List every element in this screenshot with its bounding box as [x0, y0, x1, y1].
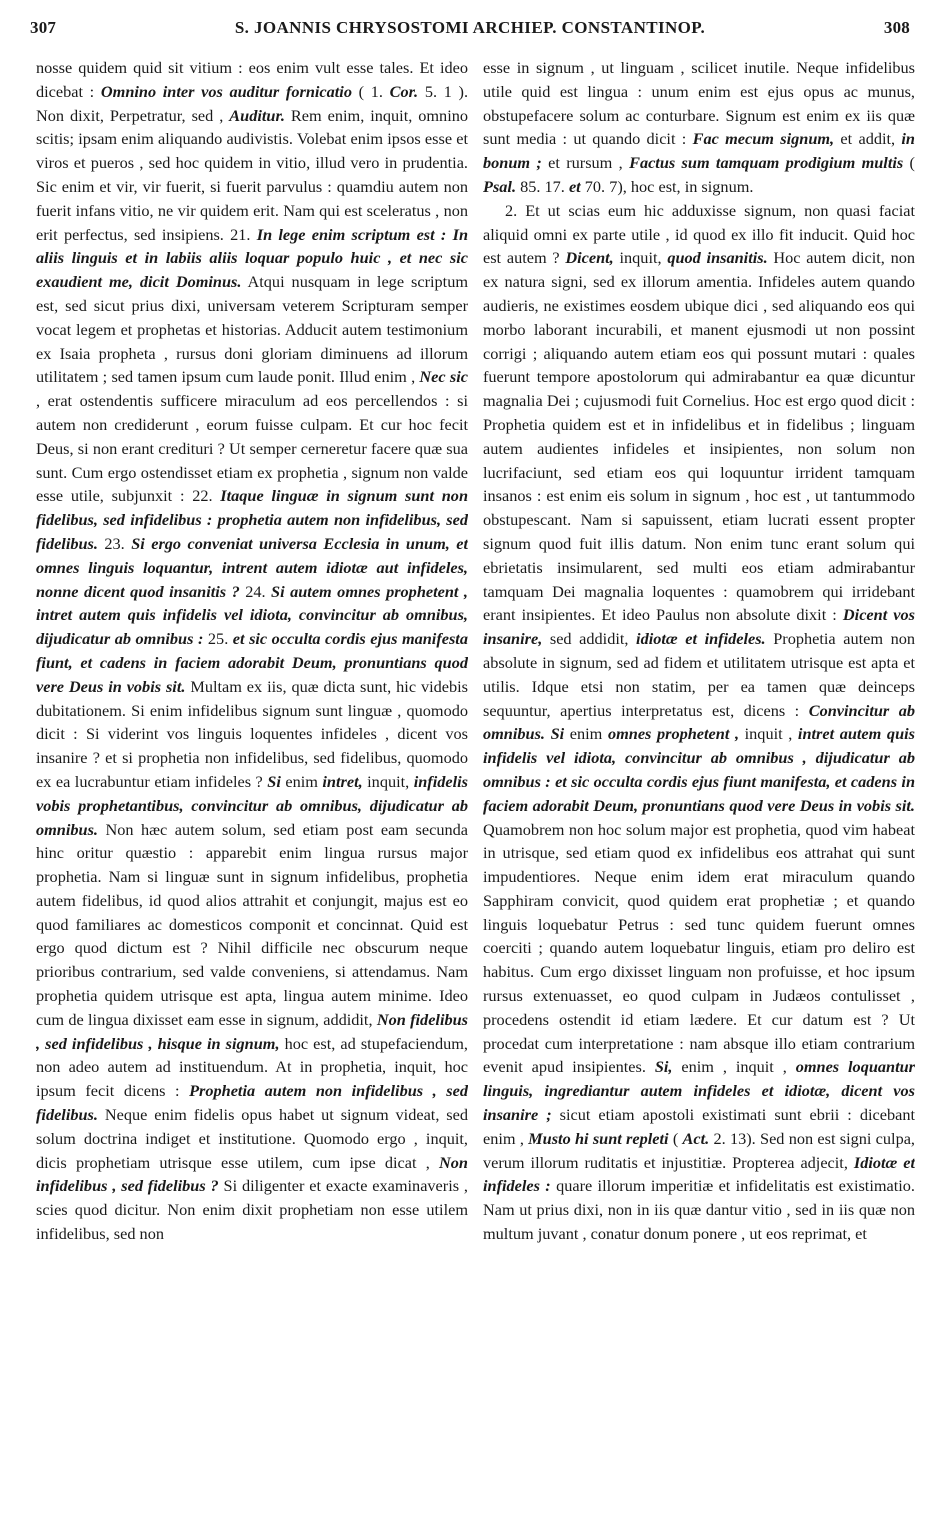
- right-paragraph-2: [483, 199, 915, 1246]
- italic-run: Non infidelibus , sed fidelibus ?: [36, 1152, 468, 1196]
- italic-run: Dicent,: [565, 248, 614, 268]
- italic-run: in bonum ;: [483, 129, 915, 173]
- italic-run: Factus sum tamquam prodigium multis: [629, 153, 904, 173]
- italic-run: intret autem quis infidelis vel idiota, convincitur ab omnibus , dijudicatur ab omnibus : et sic occulta cordis ejus fiunt manifesta, et cadens in faciem adorabit Deum, pronuntians quod vere Deus in vobis sit.: [483, 724, 915, 815]
- text-run: 23.: [97, 533, 132, 553]
- italic-run: infidelis vobis prophetantibus, convincitur ab omnibus, dijudicatur ab omnibus.: [36, 771, 468, 839]
- italic-run: et sic occulta cordis ejus manifesta fiunt, et cadens in faciem adorabit Deum, pronuntians quod vere Deus in vobis sit.: [36, 629, 468, 696]
- italic-run: Si: [267, 771, 281, 791]
- page-number-left: 307: [30, 18, 57, 37]
- text-run: Multam ex iis, quæ dicta sunt, hic videbis dubitationem. Si enim infidelibus signum sunt linguæ , quomodo dicit : Si viderint vos linguis loquentes infideles , dicent vos insanire ? et si prophetia non infidelibus, sed fidelibus, quomodo ex ea lucrabuntur etiam infideles ?: [36, 676, 468, 791]
- text-run: enim: [280, 771, 323, 791]
- text-run: Prophetia autem non absolute in signum, sed ad fidem et utilitatem utrisque est apta et utilis. Idque etsi non statim, per ea tamen quæ deinceps sequuntur, apertius interpretatus est, dicens :: [483, 629, 915, 720]
- text-run: 85. 17.: [516, 176, 569, 196]
- text-run: 5. 1 ). Non dixit, Perpetratur, sed ,: [36, 81, 468, 125]
- italic-run: Act.: [682, 1128, 710, 1148]
- text-run: (: [903, 153, 915, 173]
- text-run: esse in signum , ut linguam , scilicet inutile. Neque infidelibus utile quid est lingua : unum enim est ejus opus ac munus, obstupefacere solum ac conturbare. Signum est enim ex iis quæ sunt media : ut quando dicit :: [483, 58, 915, 149]
- italic-run: Musto hi sunt repleti: [528, 1128, 669, 1148]
- running-header: [30, 10, 910, 46]
- text-run: Quamobrem non hoc solum major est prophetia, quod vim habeat in utrisque, sed etiam quod ex infidelibus eos attrahat qui sunt impudentiores. Neque enim idem erat miraculum quando Sapphiram convicit, quod quidem erat prophetiæ ; et quando linguis loquebatur Petrus : sed tunc quidem fuerunt omnes coerciti ; quando autem loquebatur linguis, etiam pro deliro est habitus. Cum ergo dixisset linguam non profuisse, et hoc ipsum rursus extenuasset, eo quod culpam in Judæos contulisset , procedens ostendit id etiam lædere. Et cur datum est ? Ut procedat cum interpretatione : nam absque illo etiam contrarium evenit apud insipientes.: [483, 819, 915, 1077]
- text-run: Si diligenter et exacte examinaveris , scies quod dicitur. Non enim dixit prophetiam non esse utilem infidelibus, sed non: [36, 1176, 468, 1244]
- text-run: , erat ostendentis sufficere miraculum ad eos percellendos : si autem non crediderunt , eorum fuisse culpam. Et cur hoc fecit Deus, si non erant credituri ? Ut semper cerneretur facere quæ sua sunt. Cum ergo ostendisset etiam ex prophetia , signum non valde esse utile, subjunxit : 22.: [36, 391, 468, 506]
- text-run: 24.: [239, 581, 272, 601]
- text-run: Rem enim, inquit, omnino scitis; ipsam enim aliquando audivistis. Volebat enim ipsos esse et viros et pueros , sed hoc quidem in vitio, illud vero in prudentia. Sic enim et vir, vir fuerit, si fuerit parvulus : quamdiu autem non fuerit infans vitio, ne vir quidem erit. Nam qui est sceleratus , non erit perfectus, sed insipiens. 21.: [36, 105, 468, 244]
- left-column: [36, 56, 468, 1516]
- text-run: inquit ,: [739, 724, 798, 744]
- italic-run: Convincitur ab omnibus. Si: [483, 700, 915, 744]
- text-run: Non hæc autem solum, sed etiam post eam secunda hinc oritur quæstio : apparebit enim lingua rursus major prophetia. Nam si linguæ sunt in signum infidelibus, prophetia autem fidelibus, id quod alios attrahit et conjungit, majus est eo quod familiares ac domesticos componit et concinnat. Quid est ergo quod dictum est ? Nihil difficile nec obscurum neque prioribus contrarium, sed valde conveniens, si attendamus. Nam prophetia quidem utrisque est apta, lingua autem minime. Ideo cum de lingua dixisset eam esse in signum, addidit,: [36, 819, 468, 1029]
- text-run: (: [668, 1128, 683, 1148]
- italic-run: Psal.: [483, 176, 517, 196]
- italic-run: In lege enim scriptum est : In aliis linguis et in labiis aliis loquar populo huic , et nec sic exaudient me, dicit Dominus.: [36, 224, 468, 292]
- text-run: Atqui nusquam in lege scriptum est, sed sicut prius dixi, universam veterem Scripturam semper vocat legem et prophetas et historias. Adducit autem testimonium ex Isaia propheta , rursus doni gloriam diminuens ad illorum utilitatem ; sed tamen ipsum cum laude ponit. Illud enim ,: [36, 272, 468, 387]
- left-paragraph-1: [36, 56, 468, 1246]
- text-run: 2. 13). Sed non est signi culpa, verum illorum ruditatis et injustitiæ. Propterea adjecit,: [483, 1128, 915, 1172]
- text-run: hoc est, ad stupefaciendum, non adeo autem ad instituendum. At in prophetia, inquit, hoc ipsum fecit dicens :: [36, 1033, 468, 1101]
- italic-run: Non fidelibus , sed infidelibus , hisque in signum,: [36, 1009, 468, 1053]
- italic-run: omnes prophetent ,: [607, 724, 740, 744]
- italic-run: Cor.: [389, 81, 419, 101]
- italic-run: omnes loquantur linguis, ingrediantur autem infideles et idiotæ, dicent vos insanire ;: [483, 1057, 915, 1125]
- text-run: Neque enim fidelis opus habet ut signum videat, sed solum doctrina indiget et institutione. Quomodo ergo , inquit, dicis prophetiam utrisque esse utilem, cum ipse dicat ,: [36, 1105, 468, 1172]
- text-run: 25.: [203, 629, 233, 649]
- text-run: nosse quidem quid sit vitium : eos enim vult esse tales. Et ideo dicebat :: [36, 58, 468, 101]
- italic-run: Prophetia autem non infidelibus , sed fidelibus.: [36, 1081, 468, 1125]
- text-run: et rursum ,: [541, 153, 630, 173]
- text-run: et addit,: [834, 129, 902, 149]
- running-title: S. JOANNIS CHRYSOSTOMI ARCHIEP. CONSTANTINOP.: [234, 18, 706, 37]
- text-run: enim: [564, 724, 608, 744]
- italic-run: Fac mecum signum,: [692, 129, 835, 149]
- text-run: 2. Et ut scias eum hic adduxisse signum, non quasi faciat aliquid omni ex parte utile , id quod ex illo fit inducit. Quid hoc est autem ?: [483, 200, 915, 268]
- italic-run: Idiotæ et infideles :: [483, 1152, 915, 1196]
- italic-run: intret,: [322, 771, 363, 791]
- italic-run: quod insanitis.: [667, 248, 768, 268]
- text-run: enim , inquit ,: [672, 1057, 796, 1077]
- italic-run: Si,: [654, 1057, 673, 1077]
- text-run: ( 1.: [351, 81, 390, 101]
- text-run: sed addidit,: [542, 629, 637, 649]
- italic-run: Itaque linguæ in signum sunt non fidelibus, sed infidelibus : prophetia autem non infidelibus, sed fidelibus.: [36, 486, 468, 553]
- right-column: [483, 56, 915, 1516]
- italic-run: et: [568, 176, 581, 196]
- text-run: sicut etiam apostoli existimati sunt ebrii : dicebant enim ,: [483, 1105, 915, 1148]
- text-run: 70. 7), hoc est, in signum.: [580, 176, 754, 196]
- italic-run: idiotæ et infideles.: [636, 629, 766, 649]
- italic-run: Auditur.: [229, 105, 285, 125]
- text-run: Hoc autem dicit, non ex natura signi, sed ex illorum amentia. Infideles autem quando audieris, ne existimes eosdem ubique dici , sed aliquando eos qui morbo laborant incurabili, et manent ejusmodi ut non possint corrigi ; aliquando autem etiam eos qui possunt mutari : quales fuerunt tempore apostolorum qui admirabantur ea quæ dicuntur magnalia Dei ; cujusmodi fuit Cornelius. Hoc est ergo quod dicit : Prophetia quidem est et in infidelibus et in fidelibus ; linguam autem audientes infideles et insipientes, non solum non lucrifaciunt, sed etiam eos qui loquuntur irrident tamquam insanos : est enim eis solum in signum , hoc est , ut tantummodo obstupescant. Nam si sapuissent, etiam lucrati essent propter signum quod fuit illis datum. Non enim tunc erant solum qui ebrietatis insimularent, sed multi eos etiam admirabantur tamquam Dei magnalia loquentes : quamobrem qui irridebant erant insipientes. Et ideo Paulus non absolute dixit :: [483, 248, 915, 625]
- italic-run: Nec sic: [419, 367, 468, 387]
- text-run: quare illorum imperitiæ et infidelitatis est existimatio. Nam ut prius dixi, non in iis quæ dantur vitio , sed in iis quæ non multum juvant , conatur donum ponere , ut eos reprimat, et: [483, 1176, 915, 1244]
- right-paragraph-1: [483, 56, 915, 199]
- italic-run: Si ergo conveniat universa Ecclesia in unum, et omnes linguis loquantur, intrent autem idiotæ aut infideles, nonne dicent quod insanitis ?: [36, 533, 468, 601]
- page-number-right: 308: [883, 18, 910, 37]
- italic-run: Omnino inter vos auditur fornicatio: [100, 81, 352, 101]
- italic-run: Dicent vos insanire,: [483, 605, 915, 649]
- text-run: inquit,: [362, 771, 414, 791]
- text-run: inquit,: [613, 248, 668, 268]
- italic-run: Si autem omnes prophetent , intret autem quis infidelis vel idiota, convincitur ab omnibus, dijudicatur ab omnibus :: [36, 581, 468, 649]
